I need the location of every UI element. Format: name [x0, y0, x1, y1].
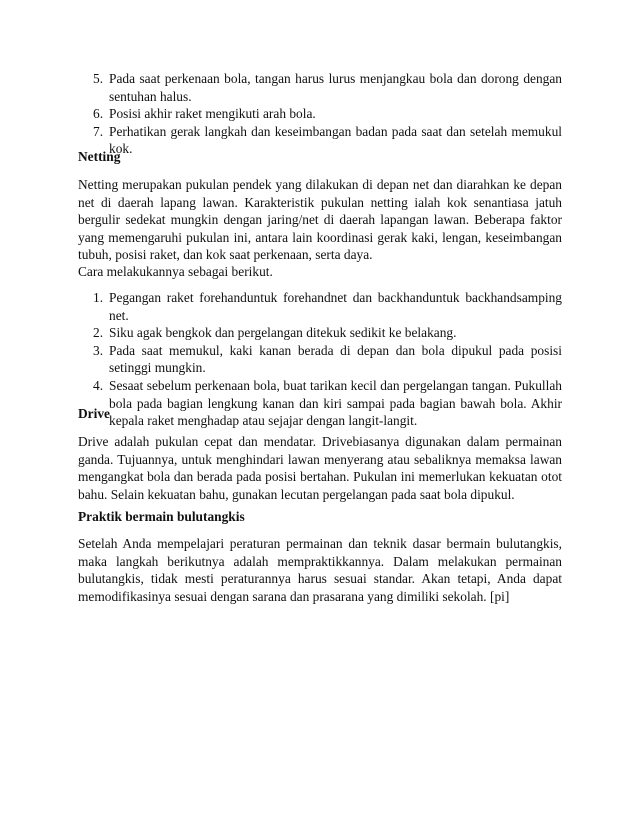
list-item-text: Pegangan raket forehanduntuk forehandnet dan backhanduntuk backhandsamping net.	[109, 290, 562, 323]
praktik-heading	[78, 508, 562, 526]
list-item-text: Perhatikan gerak langkah dan keseimbangan badan pada saat dan setelah memukul kok.	[109, 123, 562, 157]
drive-section	[78, 433, 562, 503]
list-item-number: 3.	[93, 342, 104, 358]
list-item-number: 6.	[93, 106, 104, 122]
section-heading: Netting	[78, 149, 121, 164]
list-item-number: 1.	[93, 290, 104, 305]
continued-step-list	[78, 70, 562, 158]
list-item-number: 7.	[93, 123, 104, 139]
section-heading: Praktik bermain bulutangkis	[78, 509, 245, 524]
list-item-text: Sesaat sebelum perkenaan bola, buat tarikan kecil dan pergelangan tangan. Pukullah bola pada bagian lengkung kanan dan kiri sampai pada bagian bawah bola. Akhir kepala raket menghadap atau sejajar dengan langit-langit.	[109, 377, 562, 429]
netting-intro-text: Cara melakukannya sebagai berikut.	[78, 264, 273, 279]
praktik-paragraph: Setelah Anda mempelajari peraturan permainan dan teknik dasar bermain bulutangkis, maka langkah berikutnya adalah mempraktikkannya. Dalam melakukan permainan bulutangkis, tidak mesti peraturannya harus sesuai standar. Akan tetapi, Anda dapat memodifikasinya sesuai dengan sarana dan prasarana yang dimiliki sekolah. [pi]	[78, 536, 562, 604]
list-item	[78, 289, 562, 324]
section-heading: Drive	[78, 406, 110, 421]
list-item-text: Pada saat perkenaan bola, tangan harus lurus menjangkau bola dan dorong dengan sentuhan halus.	[109, 71, 562, 104]
netting-heading	[78, 148, 562, 166]
list-item-text: Pada saat memukul, kaki kanan berada di depan dan bola dipukul pada posisi setinggi mungkin.	[109, 342, 562, 376]
praktik-section	[78, 535, 562, 605]
list-item-number: 2.	[93, 325, 104, 341]
list-item-text: Siku agak bengkok dan pergelangan ditekuk sedikit ke belakang.	[109, 325, 457, 341]
list-item-number: 5.	[93, 71, 104, 86]
list-item-number: 4.	[93, 377, 104, 393]
list-item-text: Posisi akhir raket mengikuti arah bola.	[109, 106, 316, 122]
list-item	[78, 324, 562, 342]
list-item	[78, 342, 562, 377]
netting-intro	[78, 263, 562, 281]
list-item	[78, 105, 562, 123]
netting-paragraph: Netting merupakan pukulan pendek yang dilakukan di depan net dan diarahkan ke depan net di daerah lapang lawan. Karakteristik pukulan netting ialah kok senantiasa jatuh bergulir sedekat mungkin dengan jaring/net di daerah lapangan lawan. Beberapa faktor yang memengaruhi pukulan ini, antara lain koordinasi gerak kaki, lengan, keseimbangan tubuh, posisi raket, dan kok saat perkenaan, serta daya.	[78, 177, 562, 263]
drive-heading	[78, 405, 562, 423]
list-item	[78, 70, 562, 105]
drive-paragraph: Drive adalah pukulan cepat dan mendatar. Drivebiasanya digunakan dalam permainan ganda. Tujuannya, untuk menghindari lawan menyerang atau sebaliknya memaksa lawan mengangkat bola dan berada pada posisi bertahan. Pukulan ini memerlukan kekuatan otot bahu. Selain kekuatan bahu, gunakan lecutan pergelangan pada saat bola dipukul.	[78, 434, 562, 502]
netting-section	[78, 176, 562, 264]
